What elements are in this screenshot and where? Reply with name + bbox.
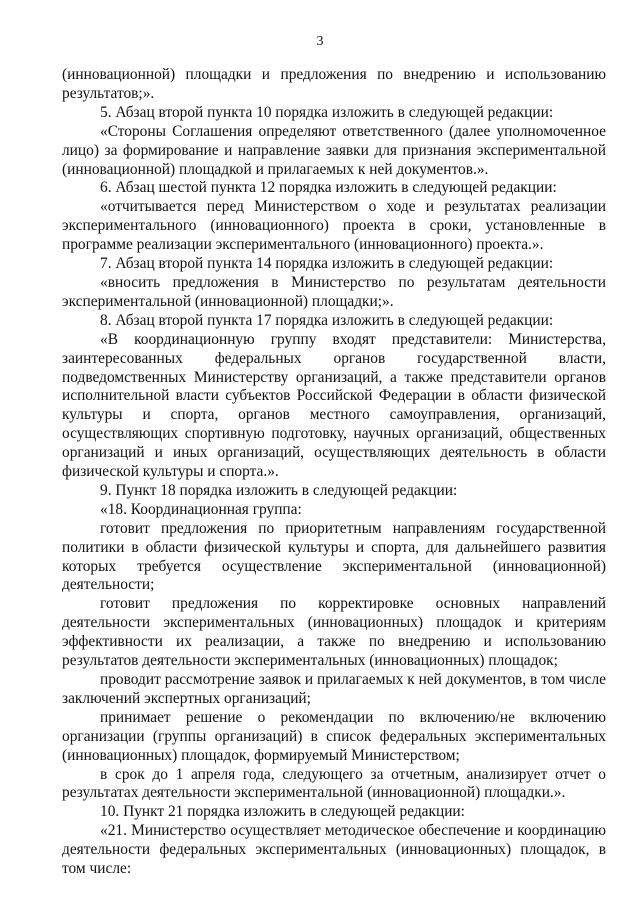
paragraph: «отчитывается перед Министерством о ходе и результатах реализации экспериментального (инновационного) проекта в сроки, установленные в программе реализации экспериментального (инновационного) проекта.». xyxy=(62,198,606,254)
paragraph: 7. Абзац второй пункта 14 порядка изложить в следующей редакции: xyxy=(100,255,554,273)
paragraph: 10. Пункт 21 порядка изложить в следующей редакции: xyxy=(100,803,465,821)
paragraph: 5. Абзац второй пункта 10 порядка изложить в следующей редакции: xyxy=(100,103,554,121)
paragraph: 8. Абзац второй пункта 17 порядка изложить в следующей редакции: xyxy=(100,311,554,329)
paragraph: «В координационную группу входят представители: Министерства, заинтересованных федеральных органов государственной власти, подведомственных Министерству организаций, а также представители органов исполнительной власти субъектов Российской Федерации в области физической культуры и спорта, органов местного самоуправления, организаций, осуществляющих спортивную подготовку, научных организаций, общественных организаций и иных организаций, осуществляющих деятельность в области физической культуры и спорта.». xyxy=(62,330,606,481)
paragraph: «Стороны Соглашения определяют ответственного (далее уполномоченное лицо) за формирование и направление заявки для признания экспериментальной (инновационной) площадкой и прилагаемых к ней документов.». xyxy=(62,122,606,178)
paragraph: в срок до 1 апреля года, следующего за отчетным, анализирует отчет о результатах деятельности экспериментальной (инновационной) площадки.». xyxy=(62,765,606,802)
paragraph: «21. Министерство осуществляет методическое обеспечение и координацию деятельности федеральных экспериментальных (инновационных) площадок, в том числе: xyxy=(62,822,606,878)
paragraph: (инновационной) площадки и предложения по внедрению и использованию результатов;». xyxy=(62,66,606,102)
document-body xyxy=(62,66,606,879)
paragraph: 9. Пункт 18 порядка изложить в следующей редакции: xyxy=(100,481,458,499)
page-number: 3 xyxy=(316,34,324,49)
paragraph: принимает решение о рекомендации по включению/не включению организации (группы организаций) в список федеральных экспериментальных (инновационных) площадок, формируемый Министерством; xyxy=(62,708,606,764)
paragraph: «18. Координационная группа: xyxy=(100,500,302,518)
paragraph: проводит рассмотрение заявок и прилагаемых к ней документов, в том числе заключений экспертных организаций; xyxy=(62,671,606,707)
paragraph: готовит предложения по приоритетным направлениям государственной политики в области физической культуры и спорта, для дальнейшего развития которых требуется осуществление экспериментальной (инновационной) деятельности; xyxy=(62,519,606,594)
paragraph: готовит предложения по корректировке основных направлений деятельности экспериментальных (инновационных) площадок и критериям эффективности их реализации, а также по внедрению и использованию результатов деятельности экспериментальных (инновационных) площадок; xyxy=(62,595,606,670)
paragraph: 6. Абзац шестой пункта 12 порядка изложить в следующей редакции: xyxy=(100,179,557,197)
paragraph: «вносить предложения в Министерство по результатам деятельности экспериментальной (инновационной) площадки;». xyxy=(62,273,606,310)
